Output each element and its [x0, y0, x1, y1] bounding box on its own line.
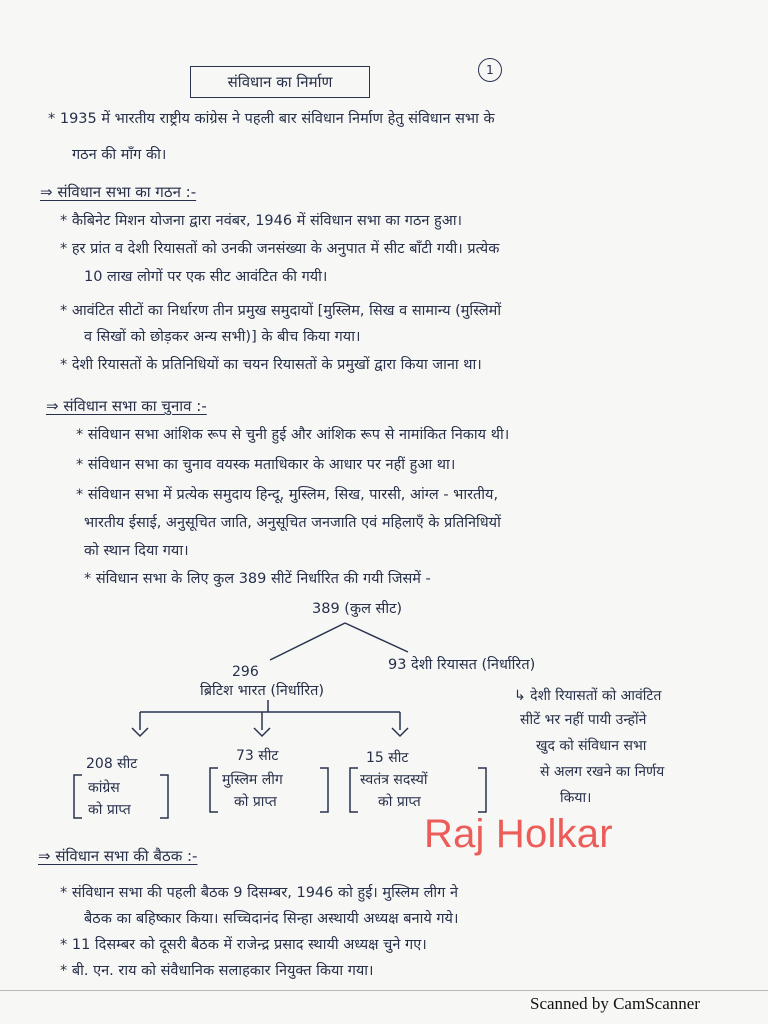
- meetings-line-3: * 11 दिसम्बर को दूसरी बैठक में राजेन्द्र प्रसाद स्थायी अध्यक्ष चुने गए।: [60, 937, 427, 953]
- tree-note-line-1: ↳ देशी रियासतों को आवंटित: [514, 688, 662, 704]
- section-heading-meetings: ⇒ संविधान सभा की बैठक :-: [38, 847, 198, 865]
- tree-leaf-congress-label: कांग्रेस: [88, 780, 120, 796]
- tree-leaf-congress-received: को प्राप्त: [88, 802, 131, 818]
- election-line-5: को स्थान दिया गया।: [84, 543, 189, 559]
- scanner-footer-text: Scanned by CamScanner: [530, 994, 700, 1013]
- election-line-6: * संविधान सभा के लिए कुल 389 सीटें निर्धारित की गयी जिसमें -: [84, 571, 431, 587]
- tree-note-line-3: खुद को संविधान सभा: [536, 738, 647, 754]
- page-title: संविधान का निर्माण: [190, 66, 370, 98]
- tree-british-india-count: 296: [232, 664, 259, 680]
- page-number-badge: 1: [478, 58, 502, 82]
- intro-line-2: गठन की माँग की।: [72, 147, 167, 163]
- tree-leaf-independent-seats: 15 सीट: [366, 750, 409, 766]
- election-line-1: * संविधान सभा आंशिक रूप से चुनी हुई और आंशिक रूप से नामांकित निकाय थी।: [76, 427, 510, 443]
- tree-leaf-independent-label: स्वतंत्र सदस्यों: [360, 772, 428, 788]
- section-heading-formation: ⇒ संविधान सभा का गठन :-: [40, 183, 197, 201]
- election-line-2: * संविधान सभा का चुनाव वयस्क मताधिकार के आधार पर नहीं हुआ था।: [76, 457, 456, 473]
- tree-leaf-muslim-league-label: मुस्लिम लीग: [222, 772, 283, 788]
- formation-line-2: * हर प्रांत व देशी रियासतों को उनकी जनसंख्या के अनुपात में सीट बाँटी गयी। प्रत्येक: [60, 241, 500, 257]
- tree-leaf-muslim-league-seats: 73 सीट: [236, 748, 279, 764]
- formation-line-5: व सिखों को छोड़कर अन्य सभी)] के बीच किया गया।: [84, 329, 361, 345]
- tree-princely-states-label: 93 देशी रियासत (निर्धारित): [388, 657, 536, 673]
- election-line-4: भारतीय ईसाई, अनुसूचित जाति, अनुसूचित जनजाति एवं महिलाएँ के प्रतिनिधियों: [84, 515, 501, 531]
- formation-line-4: * आवंटित सीटों का निर्धारण तीन प्रमुख समुदायों [मुस्लिम, सिख व सामान्य (मुस्लिमों: [60, 303, 502, 319]
- formation-line-6: * देशी रियासतों के प्रतिनिधियों का चयन रियासतों के प्रमुखों द्वारा किया जाना था।: [60, 357, 482, 373]
- formation-line-3: 10 लाख लोगों पर एक सीट आवंटित की गयी।: [84, 269, 328, 285]
- tree-leaf-independent-received: को प्राप्त: [378, 794, 421, 810]
- tree-british-india-label: ब्रिटिश भारत (निर्धारित): [200, 683, 325, 699]
- tree-root-total-seats: 389 (कुल सीट): [312, 601, 403, 617]
- watermark-author: Raj Holkar: [424, 812, 613, 856]
- tree-leaf-congress-seats: 208 सीट: [86, 756, 138, 772]
- tree-note-line-4: से अलग रखने का निर्णय: [540, 764, 665, 780]
- section-heading-election: ⇒ संविधान सभा का चुनाव :-: [46, 397, 207, 415]
- formation-line-1: * कैबिनेट मिशन योजना द्वारा नवंबर, 1946 में संविधान सभा का गठन हुआ।: [60, 213, 463, 229]
- tree-note-line-2: सीटें भर नहीं पायी उन्होंने: [520, 712, 647, 728]
- tree-leaf-muslim-league-received: को प्राप्त: [234, 794, 277, 810]
- meetings-line-2: बैठक का बहिष्कार किया। सच्चिदानंद सिन्हा अस्थायी अध्यक्ष बनाये गये।: [84, 911, 459, 927]
- election-line-3: * संविधान सभा में प्रत्येक समुदाय हिन्दू, मुस्लिम, सिख, पारसी, आंग्ल - भारतीय,: [76, 487, 499, 503]
- intro-line-1: * 1935 में भारतीय राष्ट्रीय कांग्रेस ने पहली बार संविधान निर्माण हेतु संविधान सभा के: [48, 111, 495, 127]
- meetings-line-4: * बी. एन. राय को संवैधानिक सलाहकार नियुक्त किया गया।: [60, 963, 374, 979]
- scan-bottom-border: [0, 990, 768, 991]
- meetings-line-1: * संविधान सभा की पहली बैठक 9 दिसम्बर, 1946 को हुई। मुस्लिम लीग ने: [60, 885, 458, 901]
- tree-note-line-5: किया।: [560, 790, 592, 806]
